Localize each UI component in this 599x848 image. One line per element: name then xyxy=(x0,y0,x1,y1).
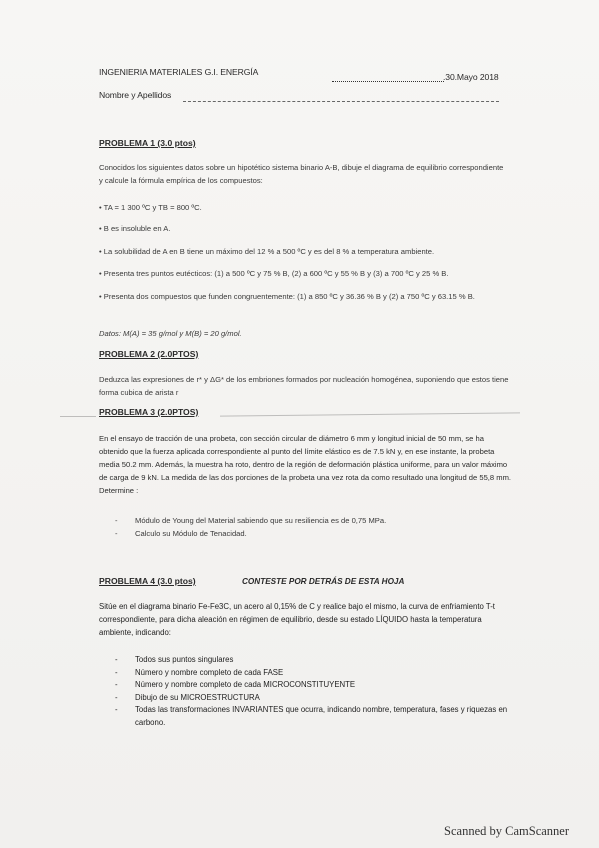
name-line xyxy=(183,101,499,102)
exam-date: .30.Mayo 2018 xyxy=(443,72,499,82)
problem-2-text: Deduzca las expresiones de r* y ΔG* de los embriones formados por nucleación homogénea, suponiendo que estos tiene forma cubica de arista r xyxy=(99,375,509,397)
scan-artifact xyxy=(220,412,520,416)
list-item: - Módulo de Young del Material sabiendo que su resiliencia es de 0,75 MPa. xyxy=(115,516,387,525)
problem-1-item: • TA = 1 300 ºC y TB = 800 ºC. xyxy=(99,203,202,212)
problem-4-text: Sitúe en el diagrama binario Fe-Fe3C, un acero al 0,15% de C y realice bajo el mismo, la curva de enfriamiento T-t correspondiente, para dicha aleación en régimen de equilibrio, desde su estado LÍQUIDO hasta la temperatura ambiente, indicando: xyxy=(99,602,495,638)
problem-1-item: • Presenta tres puntos eutécticos: (1) a 500 ºC y 75 % B, (2) a 600 ºC y 55 % B y (3) a 700 ºC y 25 % B. xyxy=(99,269,449,278)
problem-1-item: • La solubilidad de A en B tiene un máximo del 12 % a 500 ºC y es del 8 % a temperatura ambiente. xyxy=(99,247,435,256)
problem-4-note: CONTESTE POR DETRÁS DE ESTA HOJA xyxy=(242,577,405,586)
scan-artifact xyxy=(60,416,96,417)
list-item: - Número y nombre completo de cada MICROCONSTITUYENTE xyxy=(115,680,356,689)
problem-2-title: PROBLEMA 2 (2.0PTOS) xyxy=(99,349,199,359)
camscanner-watermark: Scanned by CamScanner xyxy=(444,824,569,838)
name-label: Nombre y Apellidos xyxy=(99,90,172,100)
course-header: INGENIERIA MATERIALES G.I. ENERGÍA xyxy=(99,67,259,77)
problem-1-intro: Conocidos los siguientes datos sobre un hipotético sistema binario A-B, dibuje el diagrama de equilibrio correspondiente y calcule la fórmula empírica de los compuestos: xyxy=(99,163,504,185)
problem-3-text: En el ensayo de tracción de una probeta, con sección circular de diámetro 6 mm y longitud inicial de 50 mm, se ha obtenido que la fuerza aplicada correspondiente al punto del límite elástico es de 7.5 kN y, en ese instante, la probeta media 50.2 mm. Además, la muestra ha roto, dentro de la región de deformación plástica uniforme, para un valor máximo de carga de 9 kN. La medida de las dos porciones de la probeta una vez rota da como resultado una longitud de 55,8 mm. Determine : xyxy=(99,434,512,495)
problem-4-list xyxy=(99,654,509,729)
list-item: - Calculo su Módulo de Tenacidad. xyxy=(115,529,247,538)
date-dotted-line xyxy=(332,81,444,82)
problem-1-item: • Presenta dos compuestos que funden congruentemente: (1) a 850 ºC y 36.36 % B y (2) a 750 ºC y 63.15 % B. xyxy=(99,292,475,301)
problem-1-title: PROBLEMA 1 (3.0 ptos) xyxy=(99,138,196,148)
problem-1-item: • B es insoluble en A. xyxy=(99,224,171,233)
problem-3-list xyxy=(99,514,509,540)
list-item: - Todas las transformaciones INVARIANTES que ocurra, indicando nombre, temperatura, fases y riquezas en carbono. xyxy=(115,705,508,727)
problem-1-data: Datos: M(A) = 35 g/mol y M(B) = 20 g/mol. xyxy=(99,329,242,338)
list-item: - Todos sus puntos singulares xyxy=(115,655,234,664)
list-item: - Dibujo de su MICROESTRUCTURA xyxy=(115,692,260,702)
problem-3-title: PROBLEMA 3 (2.0PTOS) xyxy=(99,407,199,417)
problem-4-title: PROBLEMA 4 (3.0 ptos) xyxy=(99,576,196,586)
list-item: - Número y nombre completo de cada FASE xyxy=(115,667,284,677)
